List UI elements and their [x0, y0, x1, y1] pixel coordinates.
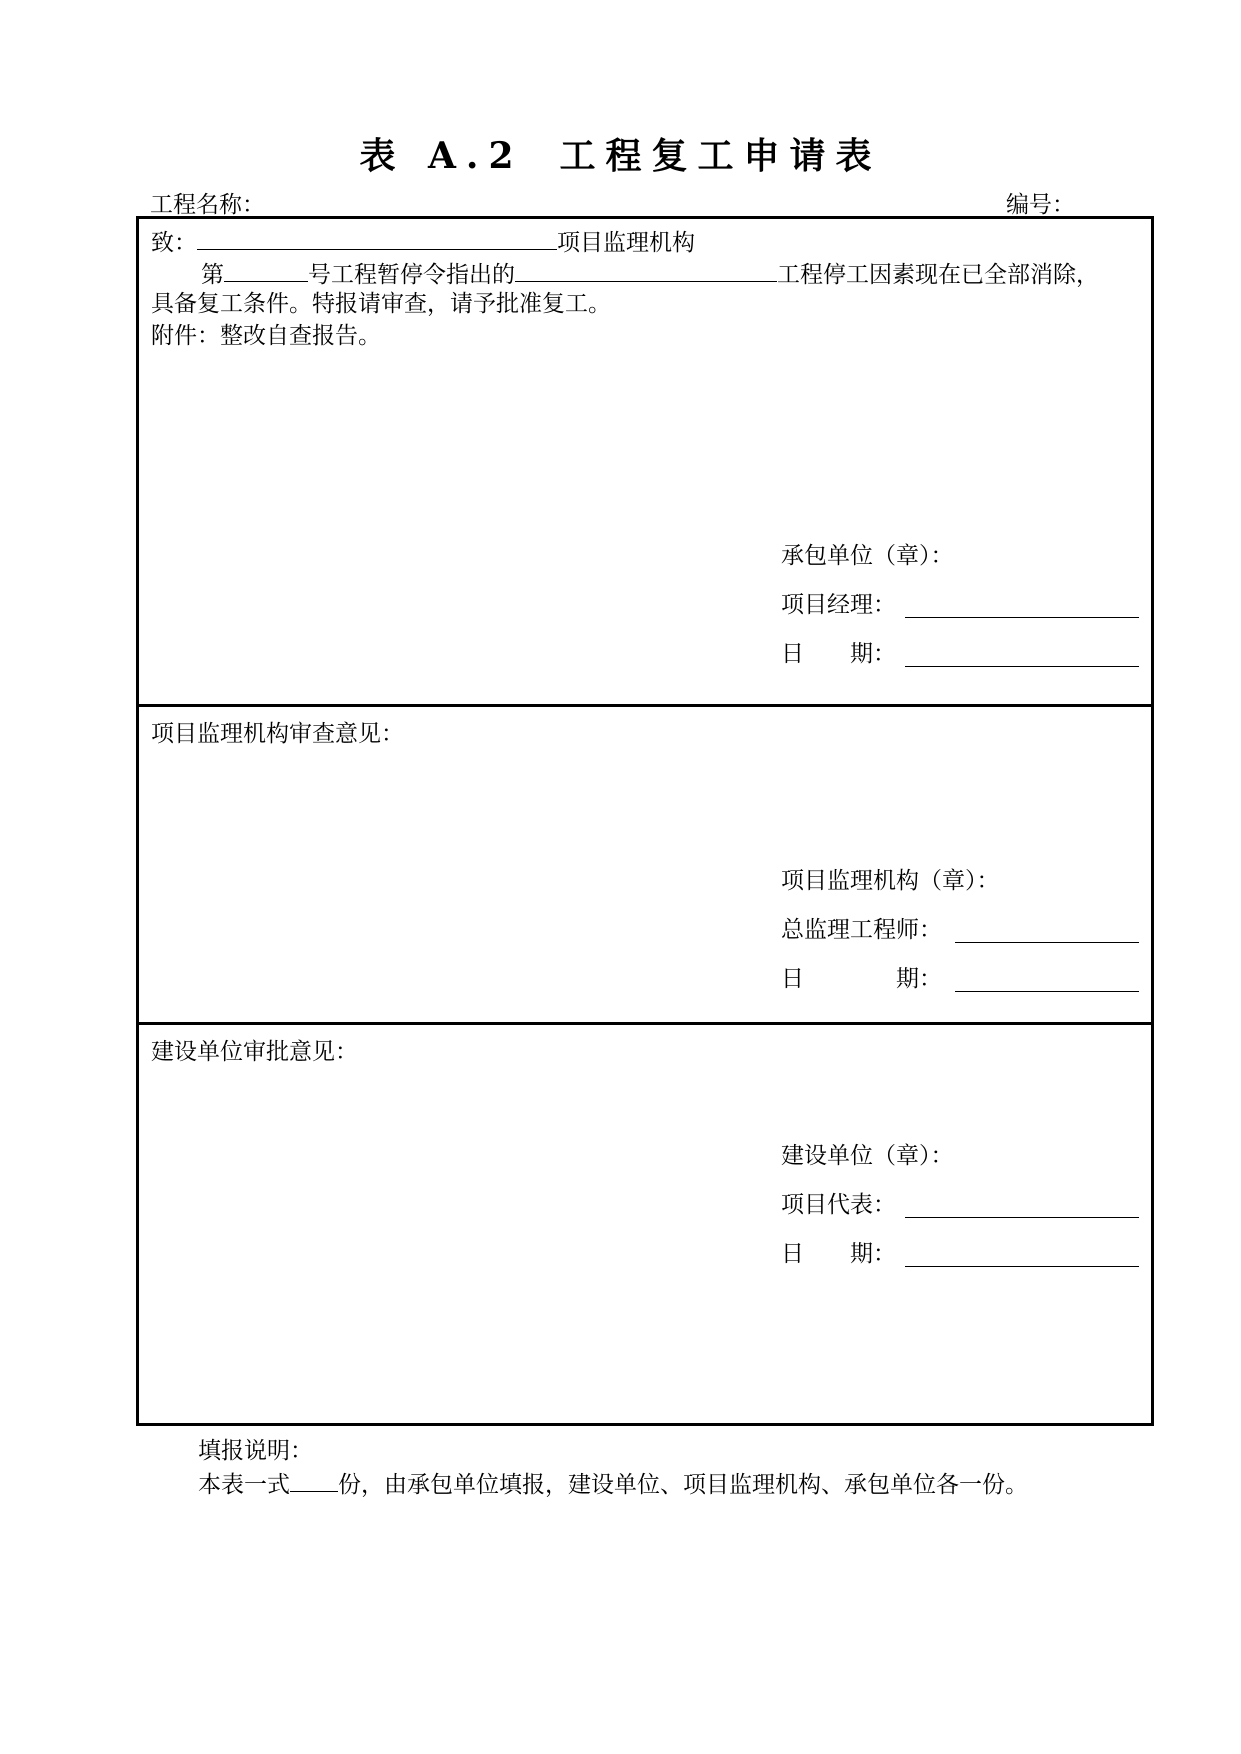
resume-request-line: 具备复工条件。特报请审查，请予批准复工。: [151, 291, 611, 317]
owner-date-label: 日 期：: [781, 1241, 896, 1267]
copies-count-blank[interactable]: [290, 1467, 338, 1492]
project-name-label: 工程名称：: [150, 192, 265, 218]
form-table: [136, 216, 1154, 1426]
supervisor-org-blank[interactable]: [197, 225, 557, 250]
supervisor-date-line[interactable]: [955, 990, 1139, 992]
contractor-seal-label: 承包单位（章）：: [781, 543, 954, 569]
project-manager-signature-line[interactable]: [905, 616, 1139, 618]
supervisor-review-heading: 项目监理机构审查意见：: [151, 721, 404, 747]
supervisor-review-section: [139, 707, 1151, 1025]
stop-order-line: [201, 257, 1099, 290]
application-section: [139, 219, 1151, 707]
line2-suffix: 工程停工因素现在已全部消除，: [777, 262, 1099, 288]
contractor-date-label: 日 期：: [781, 641, 896, 667]
attachment-line: 附件：整改自查报告。: [151, 323, 381, 349]
owner-approval-section: [139, 1025, 1151, 1423]
work-item-blank[interactable]: [515, 257, 777, 282]
line2-prefix: 第: [201, 262, 224, 288]
chief-engineer-label: 总监理工程师：: [781, 917, 942, 943]
project-manager-label: 项目经理：: [781, 592, 896, 618]
owner-seal-label: 建设单位（章）：: [781, 1143, 954, 1169]
notes-suffix: 份，由承包单位填报，建设单位、项目监理机构、承包单位各一份。: [338, 1472, 1028, 1498]
notes-prefix: 本表一式: [198, 1472, 290, 1498]
supervisor-date-label: 日 期：: [781, 966, 942, 992]
chief-engineer-field: [781, 911, 942, 944]
form-code: 表 A.2: [359, 135, 524, 177]
addressee-line: [151, 225, 695, 258]
form-title: [0, 128, 1241, 179]
to-suffix: 项目监理机构: [557, 230, 695, 256]
form-name: 工程复工申请表: [559, 135, 882, 177]
owner-rep-label: 项目代表：: [781, 1192, 896, 1218]
supervisor-date-field: [781, 960, 942, 993]
project-manager-field: [781, 586, 896, 619]
owner-rep-field: [781, 1186, 896, 1219]
to-prefix: 致：: [151, 230, 197, 256]
contractor-date-line[interactable]: [905, 665, 1139, 667]
chief-engineer-signature-line[interactable]: [955, 941, 1139, 943]
notes-heading: 填报说明：: [198, 1438, 313, 1464]
number-label: 编号：: [1006, 192, 1075, 218]
line2-mid: 号工程暂停令指出的: [308, 262, 515, 288]
owner-rep-signature-line[interactable]: [905, 1216, 1139, 1218]
owner-approval-heading: 建设单位审批意见：: [151, 1039, 358, 1065]
notes-text: [198, 1466, 1028, 1499]
contractor-date-field: [781, 635, 896, 668]
owner-date-field: [781, 1235, 896, 1268]
supervisor-seal-label: 项目监理机构（章）：: [781, 868, 1000, 894]
order-number-blank[interactable]: [224, 257, 308, 282]
owner-date-line[interactable]: [905, 1265, 1139, 1267]
